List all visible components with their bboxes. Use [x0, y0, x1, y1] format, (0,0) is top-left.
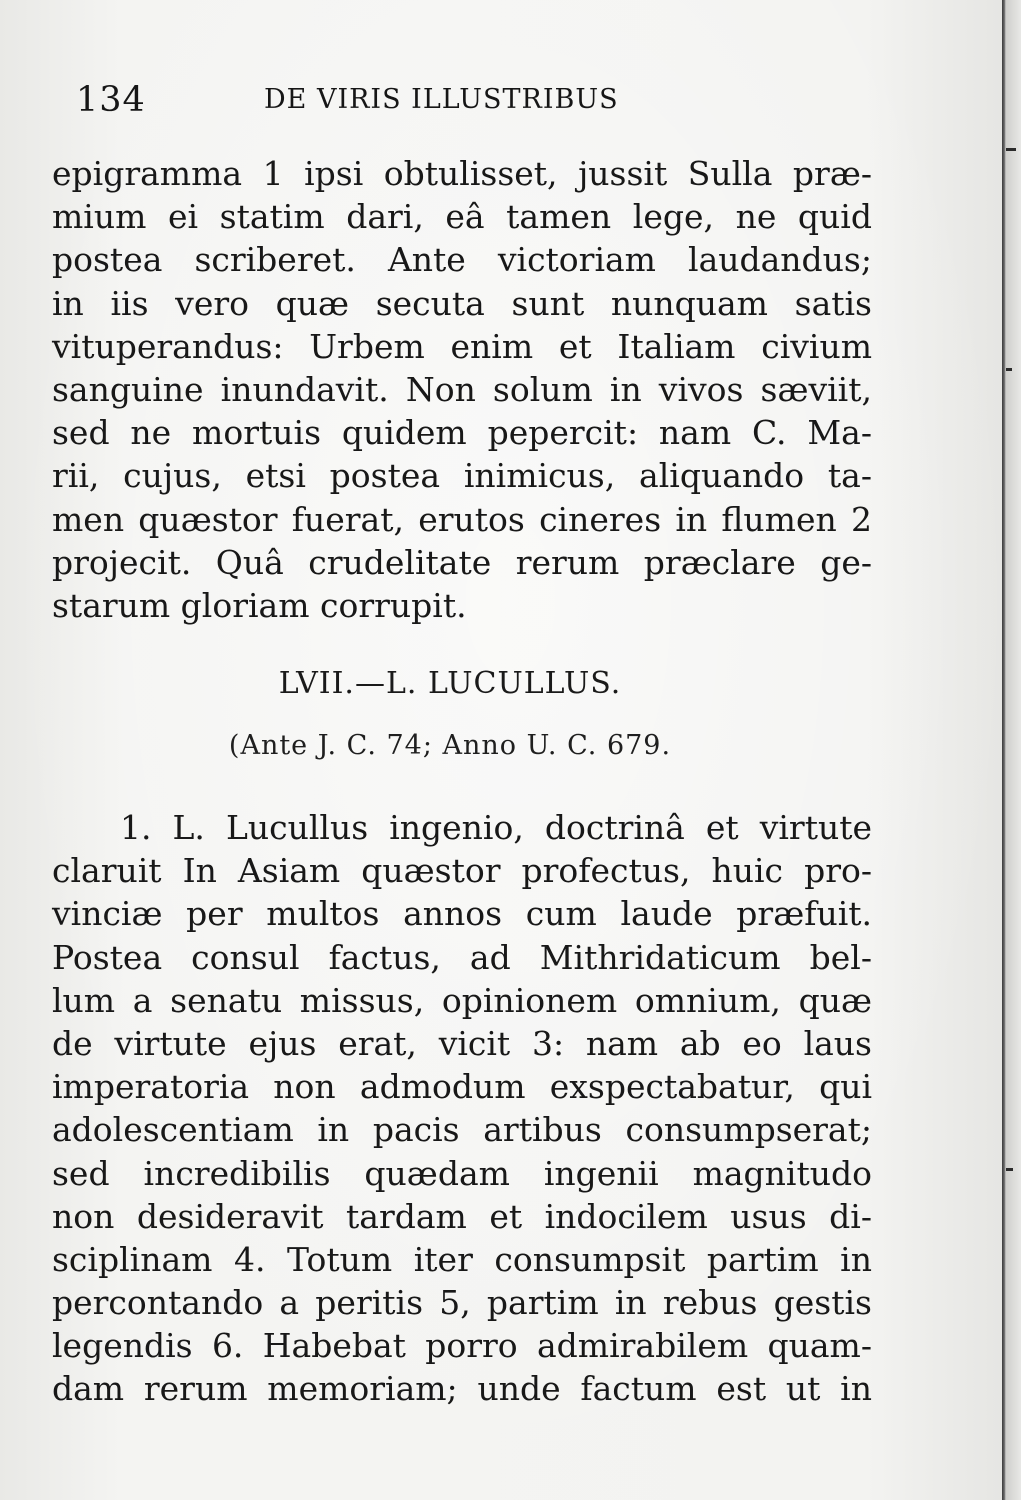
text-line: starum gloriam corrupit.	[52, 585, 467, 625]
edge-mark	[1006, 1168, 1013, 1171]
text-line: vinciæ per multos annos cum laude præfuit.	[52, 894, 872, 934]
paragraph-continued	[52, 152, 872, 627]
text-line: 1. L. Lucullus ingenio, doctrinâ et virtute	[120, 808, 872, 847]
edge-mark	[1006, 148, 1016, 151]
page-number: 134	[76, 80, 146, 120]
text-line: legendis 6. Habebat porro admirabilem quam-	[52, 1326, 872, 1366]
text-line: in iis vero quæ secuta sunt nunquam satis	[52, 283, 872, 323]
text-line: postea scriberet. Ante victoriam laudandus;	[52, 240, 872, 280]
section-date: (Ante J. C. 74; Anno U. C. 679.	[228, 730, 672, 761]
text-line: lum a senatu missus, opinionem omnium, quæ	[52, 980, 872, 1020]
text-line: sed ne mortuis quidem pepercit: nam C. Ma-	[52, 413, 872, 453]
text-line: epigramma 1 ipsi obtulisset, jussit Sulla præ-	[52, 154, 872, 193]
text-line: sciplinam 4. Totum iter consumpsit partim in	[52, 1239, 872, 1279]
text-line: sanguine inundavit. Non solum in vivos sæviit,	[52, 369, 872, 409]
running-head	[76, 74, 876, 124]
text-line: men quæstor fuerat, erutos cineres in flumen 2	[52, 499, 872, 539]
text-line: dam rerum memoriam; unde factum est ut in	[52, 1369, 872, 1409]
facing-page-strip	[1006, 0, 1021, 1500]
paragraph-lucullus	[52, 806, 872, 1411]
running-title: DE VIRIS ILLUSTRIBUS	[264, 84, 619, 115]
text-line: de virtute ejus erat, vicit 3: nam ab eo laus	[52, 1023, 872, 1063]
edge-mark	[1006, 368, 1012, 371]
text-line: mium ei statim dari, eâ tamen lege, ne quid	[52, 197, 872, 237]
text-line: claruit In Asiam quæstor profectus, huic pro-	[52, 851, 872, 891]
text-line: imperatoria non admodum exspectabatur, qui	[52, 1067, 872, 1107]
text-line: vituperandus: Urbem enim et Italiam civium	[52, 326, 872, 366]
text-line: percontando a peritis 5, partim in rebus gestis	[52, 1283, 872, 1323]
text-line: sed incredibilis quædam ingenii magnitudo	[52, 1153, 872, 1193]
text-line: non desideravit tardam et indocilem usus di-	[52, 1196, 872, 1236]
section-heading: LVII.—L. LUCULLUS.	[278, 666, 622, 701]
text-line: rii, cujus, etsi postea inimicus, aliquando ta-	[52, 456, 872, 496]
text-line: adolescentiam in pacis artibus consumpserat;	[52, 1110, 872, 1150]
text-line: projecit. Quâ crudelitate rerum præclare ge-	[52, 542, 872, 582]
text-line: Postea consul factus, ad Mithridaticum bel-	[52, 937, 872, 977]
